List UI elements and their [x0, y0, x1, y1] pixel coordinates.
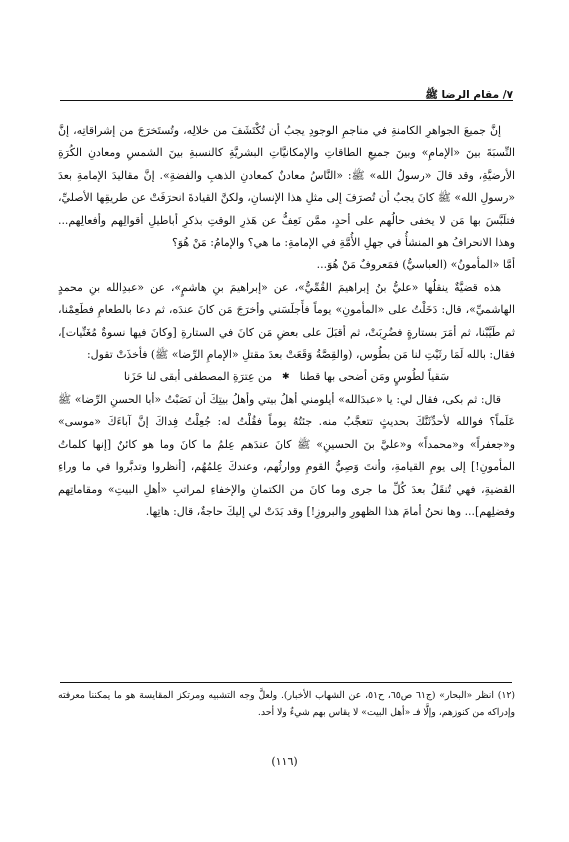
page-number: (١١٦) [271, 755, 298, 768]
paragraph-2: أمَّا «المأمونُ» (العباسيُّ) فمَعروفٌ مَنْ هُوَ... [316, 258, 515, 272]
footnote-rule [60, 682, 512, 683]
paragraph-3: هذه قضيَّةٌ ينقلُها «عليُّ بنُ إبراهيمَ القُمِّيُّ»، عن «إبراهيمَ بنِ هاشمٍ»، عن «عبدِالله بنِ محمدٍ الهاشميِّ»، قال: دَخَلْتُ على «المأمونِ» يوماً فأَجلَسَني وأخرَجَ مَن كانَ عندَه، ثم دعا بالطعامِ فطَعِمْنا، ثم طَيَّبْنا، ثم أمَرَ بستارةٍ فضُرِبَتْ، ثم أقبَلَ على بعضِ مَن كانَ في الستارةِ [وكانَ فيها نسوةٌ مُغَنِّيات]، فقال: بالله لَمَا رثَيْتِ لنا مَن بطُوس، (والقِصَّةُ وَقَعَتْ بعدَ مقتلِ «الإمامِ الرِّضا» ﷺ) فأخذَتْ تقول: [58, 280, 515, 362]
footnote [58, 687, 515, 721]
verse-second-half: من عِترَةِ المصطفى أبقى لنا حَزَنا [123, 370, 273, 384]
running-header: ٧/ مقام الرضا ﷺ [425, 89, 513, 101]
verse-first-half: سَقياً لطُوسٍ ومَن أضحى بها قطنا [299, 370, 450, 384]
footnote-text: (١٢) انظر «البحار» (ج٦١ ص٦٥، ح٥١، عن الشهاب الأخبار). ولعلَّ وجه التشبيه ومرتكز المقايسة هو ما يمكننا معرفته وإدراكه من كنوزهم، وإلَّا فـ «أهل البيت» لا يقاس بهم شيءٌ ولا أحد. [58, 690, 515, 718]
paragraph-4: قال: ثم بكى، فقال لي: يا «عبدَالله» أيلومني أهلُ بيتي وأهلُ بيتِكَ أن نَصَبْتُ «أبا الحسنِ الرِّضا» ﷺ عَلَماً؟ فوالله لأحدِّثَنَّكَ بحديثٍ تتعجَّبُ منه. جئتُهُ يوماً فقُلْتُ له: جُعِلْتُ فِداكَ إنَّ آباءَكَ «موسى» و«جعفراً» و«محمداً» و«عليَّ بنَ الحسينِ» ﷺ كانَ عندَهم عِلمُ ما كانَ وما هو كائنٌ [إنها كلماتُ المأمونِ!] إلى يومِ القيامةِ، وأنتَ وَصِيُّ القومِ ووارثُهم، وعندكَ عِلمُهُم، [أنظروا وتدبَّروا في ما وراءِ القضيةِ، فهي تُنقَلُ بعدَ كُلِّ ما جرى وما كانَ من الكتمانِ والإخفاءِ لمراتبِ «أهلِ البيتِ» ومقاماتِهم وفضلِهم]... وها نحنُ أمامَ هذا الظهورِ والبروزِ!] وقد بَدَتْ لي إليكَ حاجةٌ، قال: هاتِها. [58, 392, 515, 518]
poem-verse [58, 366, 515, 388]
main-text [58, 120, 515, 523]
paragraph-1: إنَّ جميعَ الجواهرِ الكامنةِ في مناجمِ الوجودِ يجبُ أن تُكْتَشَفَ من خلالِه، وتُستَخرَجَ من إشراقاتِه، إنَّ النِّسبَةَ بينَ «الإمامِ» وبينَ جميعِ الطاقاتِ والإمكانيَّاتِ البشريَّةِ كالنسبةِ بينَ الشمسِ ومعادنِ الكُرَةِ الأرضيَّةِ، وقد قالَ «رسولُ الله» ﷺ: «النَّاسُ معادنٌ كمعادنِ الذهبِ والفضةِ». إنَّ مقاليدَ الإمامةِ بعدَ «رسولِ الله» ﷺ كانَ يجبُ أن تُصرَفَ إلى مثلِ هذا الإنسانِ، ولكنَّ القيادةَ انحرَفَتْ عن طريقِها الأصليِّ، فتلَبَّسَ بها مَن لا يخفى حالُهم على أحدٍ، ممَّن نَعِفُّ عن هَذرِ الوقتِ بذكرِ أباطيلِ أقوالِهم وأفعالِهم... وهذا الانحرافُ هو المنشأُ في جهلِ الأُمَّةِ في الإمامةِ: ما هي؟ والإمامُ: مَنْ هُوَ؟ [58, 124, 515, 250]
header-rule [60, 100, 513, 101]
verse-separator-star: ✱ [282, 372, 290, 383]
